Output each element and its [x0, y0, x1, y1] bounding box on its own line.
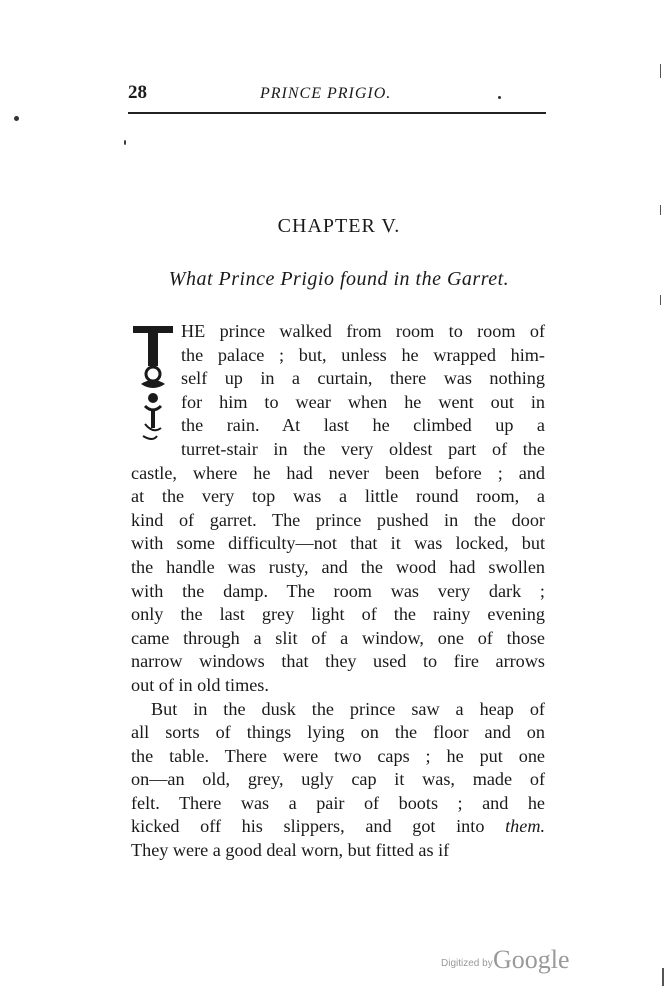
text-line: on—an old, grey, ugly cap it was, made of: [131, 769, 545, 790]
chapter-subtitle: What Prince Prigio found in the Garret.: [168, 268, 510, 290]
text-line: They were a good deal worn, but fitted as if: [131, 840, 450, 861]
ornamental-dropcap: [131, 324, 175, 444]
margin-mark: [660, 205, 661, 215]
text-line: HE prince walked from room to room of: [181, 321, 545, 341]
margin-mark: [662, 968, 664, 986]
running-title: PRINCE PRIGIO.: [260, 85, 392, 102]
google-watermark: Google: [493, 945, 570, 974]
text-line: at the very top was a little round room, a: [131, 486, 545, 507]
paragraph-2: [131, 698, 545, 863]
page-number: 28: [128, 82, 147, 103]
text-line: out of in old times.: [131, 674, 269, 695]
text-line: the palace ; but, unless he wrapped him-: [181, 344, 545, 365]
ink-speck: [14, 116, 19, 121]
body-text: [131, 320, 545, 863]
chapter-title: CHAPTER V.: [277, 215, 401, 237]
ink-speck: [498, 96, 501, 99]
digitized-by-label: Digitized by: [441, 958, 493, 969]
text-line: kind of garret. The prince pushed in the door: [131, 509, 545, 530]
text-fragment: kicked off his slippers, and got into: [131, 816, 485, 837]
text-line: came through a slit of a window, one of those: [131, 627, 545, 648]
header-rule: [128, 112, 546, 114]
italic-word: them.: [505, 816, 545, 837]
text-line: for him to wear when he went out in: [181, 391, 545, 412]
text-line: the table. There were two caps ; he put one: [131, 745, 545, 766]
text-line: the rain. At last he climbed up a: [181, 415, 545, 436]
text-line: narrow windows that they used to fire arrows: [131, 651, 545, 672]
text-line: But in the dusk the prince saw a heap of: [151, 698, 545, 719]
text-line: castle, where he had never been before ; and: [131, 462, 545, 483]
text-line: [131, 815, 545, 839]
margin-mark: [660, 64, 661, 78]
text-line: all sorts of things lying on the floor and on: [131, 722, 545, 743]
dropcap-ornament-icon: [131, 324, 175, 444]
text-line: with the damp. The room was very dark ;: [131, 580, 545, 601]
text-line: self up in a curtain, there was nothing: [181, 368, 545, 389]
text-line: the handle was rusty, and the wood had swollen: [131, 556, 545, 577]
text-line: with some difficulty—not that it was locked, but: [131, 533, 545, 554]
text-line: turret-stair in the very oldest part of the: [181, 438, 545, 459]
margin-mark: [660, 295, 661, 305]
paragraph-1: [131, 320, 545, 698]
text-line: felt. There was a pair of boots ; and he: [131, 792, 545, 813]
page-header: [128, 78, 546, 108]
ink-speck: [124, 140, 126, 145]
text-line: only the last grey light of the rainy evening: [131, 604, 545, 625]
